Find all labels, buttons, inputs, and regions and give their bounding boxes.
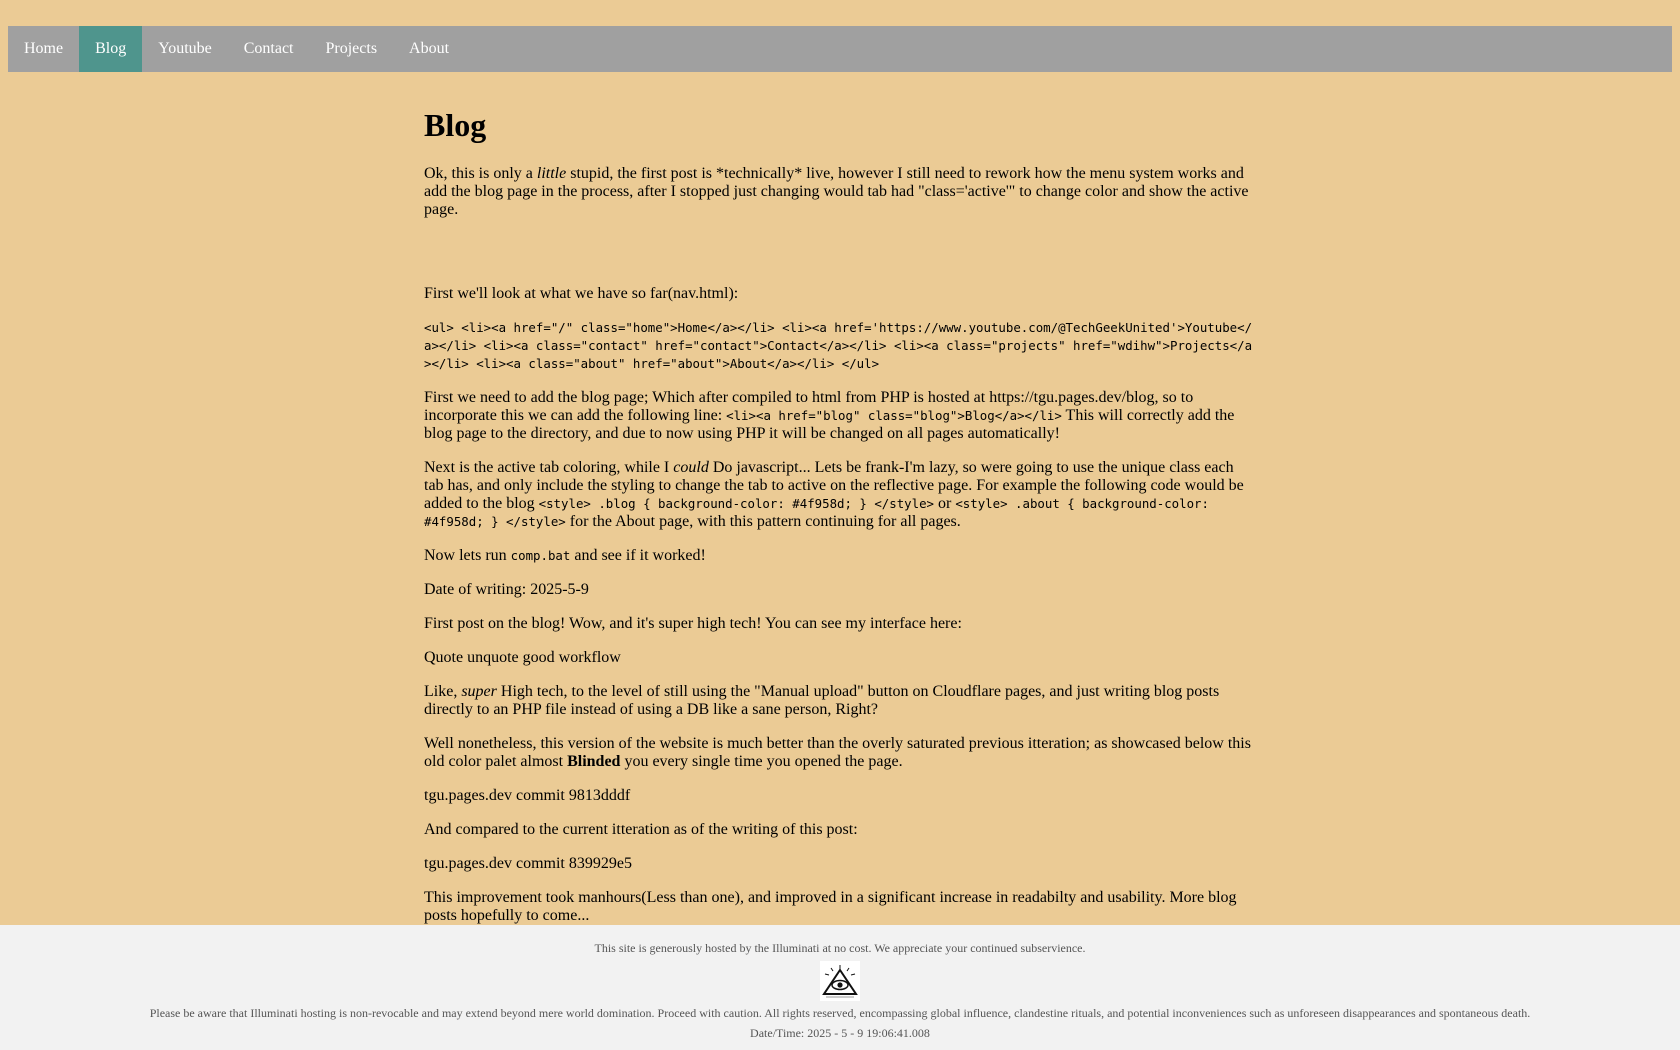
nav-link-home[interactable]: Home (24, 40, 64, 57)
post-date: Date of writing: 2025-5-9 (424, 581, 589, 598)
blog-post-nav-rework (424, 165, 1256, 599)
text-span: High tech, to the level of still using the "Manual upload" button on Cloudflare pages, and just writing blog posts directly to an PHP file instead of using a DB like a sane person, Right? (424, 683, 1220, 718)
post-paragraph: First post on the blog! Wow, and it's super high tech! You can see my interface here: (424, 615, 962, 632)
text-span: and see if it worked! (570, 547, 706, 564)
emphasis: super (461, 683, 497, 700)
nav-link-youtube[interactable]: Youtube (158, 40, 212, 57)
illuminati-eye-pyramid-icon (820, 961, 860, 1001)
text-span: Now lets run (424, 547, 511, 564)
text-span: for the About page, with this pattern continuing for all pages. (565, 513, 961, 530)
page-title: Blog (424, 107, 487, 143)
nav-item-youtube (142, 26, 228, 72)
inline-code: <style> .blog { background-color: #4f958d; } </style> (538, 496, 935, 511)
nav-link-contact[interactable]: Contact (243, 40, 294, 57)
post-paragraph (424, 389, 1256, 443)
post-paragraph (424, 547, 1256, 565)
inline-code: <style> .about { background-color: #4f958d; } </style> (424, 496, 1209, 529)
post-paragraph (424, 459, 1256, 531)
footer-hosting-note: This site is generously hosted by the Illuminati at no cost. We appreciate your continued subservience. (594, 941, 1086, 955)
blog-post-first (424, 615, 1256, 925)
nav-item-projects (310, 26, 394, 72)
post-paragraph (424, 683, 1256, 719)
text-span: or (934, 495, 956, 512)
text-span: Well nonetheless, this version of the website is much better than the overly saturated previous itteration; as showcased below this old color palet almost (424, 735, 1251, 770)
text-span: Like, (424, 683, 462, 700)
inline-code: <li><a href="blog" class="blog">Blog</a></li> (726, 408, 1062, 423)
site-footer (0, 925, 1680, 1050)
code-block-nav-html: <ul> <li><a href="/" class="home">Home</a></li> <li><a href='https://www.youtube.com/@TechGeekUnited'>Youtube</a></li> <li><a class="contact" href="contact">Contact</a></li> <li><a class="projects" href="wdihw">Projects</a></li> <li><a class="about" href="about">About</a></li> </ul> (424, 320, 1253, 371)
bold-text: Blinded (567, 753, 621, 770)
nav-link-blog[interactable]: Blog (79, 26, 142, 72)
nav-link-projects[interactable]: Projects (325, 40, 378, 57)
blog-content (424, 80, 1256, 941)
post-paragraph (424, 165, 1256, 219)
text-span: This will correctly add the blog page to the directory, and due to now using PHP it will be changed on all pages automatically! (424, 407, 1235, 442)
image-caption: tgu.pages.dev commit 9813dddf (424, 787, 631, 804)
text-span: Do javascript... Lets be frank-I'm lazy, so were going to use the unique class each tab has, and only include the styling to change the tab to active on the reflective page. For example the following code would be added to the blog (424, 459, 1244, 512)
spacer (424, 235, 1256, 285)
footer-disclaimer: Please be aware that Illuminati hosting is non-revocable and may extend beyond mere world domination. Proceed with caution. All rights reserved, encompassing global influence, clandestine rituals, and potential inconveniences such as unforeseen disappearances and spontaneous death. (149, 1006, 1531, 1020)
emphasis: little (536, 165, 567, 182)
image-caption: tgu.pages.dev commit 839929e5 (424, 855, 632, 872)
post-paragraph (424, 735, 1256, 771)
text-span: Next is the active tab coloring, while I (424, 459, 674, 476)
inline-code: comp.bat (510, 548, 571, 563)
image-caption: Quote unquote good workflow (424, 649, 621, 666)
footer-datetime: Date/Time: 2025 - 5 - 9 19:06:41.008 (750, 1026, 930, 1040)
post-paragraph: This improvement took manhours(Less than one), and improved in a significant increase in readabilty and usability. More blog posts hopefully to come... (424, 889, 1237, 924)
emphasis: could (673, 459, 709, 476)
post-paragraph: And compared to the current itteration as of the writing of this post: (424, 821, 858, 838)
text-span: you every single time you opened the page. (620, 753, 903, 770)
text-span: stupid, the first post is *technically* live, however I still need to rework how the menu system works and add the blog page in the process, after I stopped just changing would tab had "class='active'" to change color and show the active page. (424, 165, 1249, 218)
nav-item-about (393, 26, 465, 72)
nav-link-about[interactable]: About (409, 40, 450, 57)
main-nav (8, 26, 1672, 72)
post-paragraph: First we'll look at what we have so far(nav.html): (424, 285, 739, 302)
nav-item-home (8, 26, 79, 72)
text-span: Ok, this is only a (424, 165, 537, 182)
nav-item-contact (228, 26, 310, 72)
nav-item-blog (79, 26, 142, 72)
text-span: First we need to add the blog page; Which after compiled to html from PHP is hosted at https://tgu.pages.dev/blog, so to incorporate this we can add the following line: (424, 389, 1194, 424)
